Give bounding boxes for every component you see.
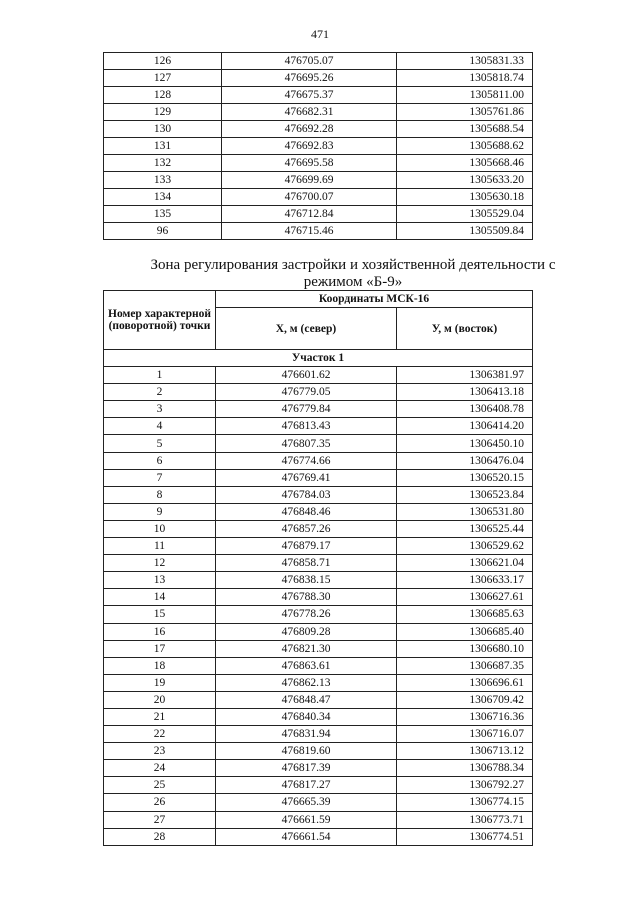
point-number-cell: 7 <box>104 469 216 486</box>
x-coordinate-cell: 476817.27 <box>216 777 397 794</box>
point-number-cell: 27 <box>104 811 216 828</box>
x-coordinate-cell: 476769.41 <box>216 469 397 486</box>
x-coordinate-cell: 476699.69 <box>222 172 397 189</box>
section-row <box>104 350 533 367</box>
x-coordinate-cell: 476863.61 <box>216 657 397 674</box>
header-y: У, м (восток) <box>397 308 533 350</box>
point-number-cell: 19 <box>104 674 216 691</box>
coordinates-table-header <box>104 291 533 350</box>
x-coordinate-cell: 476788.30 <box>216 589 397 606</box>
x-coordinate-cell: 476682.31 <box>222 104 397 121</box>
table-row <box>104 486 533 503</box>
y-coordinate-cell: 1306529.62 <box>397 538 533 555</box>
point-number-cell: 10 <box>104 520 216 537</box>
point-number-cell: 129 <box>104 104 222 121</box>
y-coordinate-cell: 1306716.36 <box>397 708 533 725</box>
x-coordinate-cell: 476705.07 <box>222 53 397 70</box>
y-coordinate-cell: 1306788.34 <box>397 760 533 777</box>
table-row <box>104 469 533 486</box>
table-row <box>104 172 533 189</box>
x-coordinate-cell: 476817.39 <box>216 760 397 777</box>
point-number-cell: 25 <box>104 777 216 794</box>
y-coordinate-cell: 1306413.18 <box>397 384 533 401</box>
point-number-cell: 26 <box>104 794 216 811</box>
y-coordinate-cell: 1306685.40 <box>397 623 533 640</box>
y-coordinate-cell: 1305668.46 <box>397 155 533 172</box>
point-number-cell: 4 <box>104 418 216 435</box>
y-coordinate-cell: 1306408.78 <box>397 401 533 418</box>
point-number-cell: 135 <box>104 206 222 223</box>
point-number-cell: 11 <box>104 538 216 555</box>
point-number-cell: 12 <box>104 555 216 572</box>
point-number-cell: 1 <box>104 367 216 384</box>
y-coordinate-cell: 1305688.62 <box>397 138 533 155</box>
table-row <box>104 401 533 418</box>
x-coordinate-cell: 476809.28 <box>216 623 397 640</box>
y-coordinate-cell: 1306773.71 <box>397 811 533 828</box>
y-coordinate-cell: 1306716.07 <box>397 726 533 743</box>
table-row <box>104 674 533 691</box>
x-coordinate-cell: 476715.46 <box>222 223 397 240</box>
point-number-cell: 3 <box>104 401 216 418</box>
x-coordinate-cell: 476819.60 <box>216 743 397 760</box>
x-coordinate-cell: 476695.26 <box>222 70 397 87</box>
y-coordinate-cell: 1305529.04 <box>397 206 533 223</box>
table-row <box>104 503 533 520</box>
x-coordinate-cell: 476848.47 <box>216 691 397 708</box>
point-number-cell: 24 <box>104 760 216 777</box>
y-coordinate-cell: 1306685.63 <box>397 606 533 623</box>
table-row <box>104 708 533 725</box>
x-coordinate-cell: 476692.83 <box>222 138 397 155</box>
point-number-cell: 127 <box>104 70 222 87</box>
x-coordinate-cell: 476807.35 <box>216 435 397 452</box>
point-number-cell: 16 <box>104 623 216 640</box>
x-coordinate-cell: 476779.05 <box>216 384 397 401</box>
point-number-cell: 6 <box>104 452 216 469</box>
point-number-cell: 13 <box>104 572 216 589</box>
table-row <box>104 572 533 589</box>
table-row <box>104 138 533 155</box>
zone-title-line-2: режимом «Б-9» <box>303 274 403 290</box>
y-coordinate-cell: 1306680.10 <box>397 640 533 657</box>
table-row <box>104 640 533 657</box>
header-x: Х, м (север) <box>216 308 397 350</box>
y-coordinate-cell: 1305818.74 <box>397 70 533 87</box>
y-coordinate-cell: 1306709.42 <box>397 691 533 708</box>
point-number-cell: 20 <box>104 691 216 708</box>
y-coordinate-cell: 1306792.27 <box>397 777 533 794</box>
x-coordinate-cell: 476840.34 <box>216 708 397 725</box>
x-coordinate-cell: 476675.37 <box>222 87 397 104</box>
x-coordinate-cell: 476712.84 <box>222 206 397 223</box>
table-row <box>104 70 533 87</box>
continuation-table <box>103 52 533 240</box>
y-coordinate-cell: 1306525.44 <box>397 520 533 537</box>
y-coordinate-cell: 1305811.00 <box>397 87 533 104</box>
x-coordinate-cell: 476857.26 <box>216 520 397 537</box>
table-row <box>104 384 533 401</box>
x-coordinate-cell: 476784.03 <box>216 486 397 503</box>
table-row <box>104 223 533 240</box>
x-coordinate-cell: 476813.43 <box>216 418 397 435</box>
y-coordinate-cell: 1306476.04 <box>397 452 533 469</box>
table-row <box>104 691 533 708</box>
table-row <box>104 555 533 572</box>
y-coordinate-cell: 1306621.04 <box>397 555 533 572</box>
table-row <box>104 726 533 743</box>
x-coordinate-cell: 476778.26 <box>216 606 397 623</box>
y-coordinate-cell: 1305633.20 <box>397 172 533 189</box>
x-coordinate-cell: 476700.07 <box>222 189 397 206</box>
header-coordinates: Координаты МСК-16 <box>216 291 533 308</box>
x-coordinate-cell: 476838.15 <box>216 572 397 589</box>
table-row <box>104 104 533 121</box>
y-coordinate-cell: 1305761.86 <box>397 104 533 121</box>
point-number-cell: 18 <box>104 657 216 674</box>
x-coordinate-cell: 476848.46 <box>216 503 397 520</box>
table-row <box>104 743 533 760</box>
x-coordinate-cell: 476858.71 <box>216 555 397 572</box>
x-coordinate-cell: 476661.54 <box>216 828 397 845</box>
table-row <box>104 206 533 223</box>
x-coordinate-cell: 476601.62 <box>216 367 397 384</box>
y-coordinate-cell: 1306523.84 <box>397 486 533 503</box>
table-row <box>104 657 533 674</box>
x-coordinate-cell: 476695.58 <box>222 155 397 172</box>
y-coordinate-cell: 1305509.84 <box>397 223 533 240</box>
point-number-cell: 28 <box>104 828 216 845</box>
table-row <box>104 189 533 206</box>
y-coordinate-cell: 1306520.15 <box>397 469 533 486</box>
header-point-number: Номер характерной (поворотной) точки <box>104 291 216 350</box>
x-coordinate-cell: 476665.39 <box>216 794 397 811</box>
x-coordinate-cell: 476779.84 <box>216 401 397 418</box>
x-coordinate-cell: 476661.59 <box>216 811 397 828</box>
y-coordinate-cell: 1306414.20 <box>397 418 533 435</box>
point-number-cell: 17 <box>104 640 216 657</box>
table-row <box>104 452 533 469</box>
table-row <box>104 794 533 811</box>
y-coordinate-cell: 1306627.61 <box>397 589 533 606</box>
table-row <box>104 87 533 104</box>
table-row <box>104 435 533 452</box>
section-label: Участок 1 <box>104 350 533 367</box>
point-number-cell: 21 <box>104 708 216 725</box>
x-coordinate-cell: 476831.94 <box>216 726 397 743</box>
x-coordinate-cell: 476692.28 <box>222 121 397 138</box>
continuation-table-body <box>104 53 533 240</box>
coordinates-table <box>103 290 533 846</box>
y-coordinate-cell: 1306774.15 <box>397 794 533 811</box>
y-coordinate-cell: 1305688.54 <box>397 121 533 138</box>
point-number-cell: 134 <box>104 189 222 206</box>
table-row <box>104 121 533 138</box>
point-number-cell: 133 <box>104 172 222 189</box>
y-coordinate-cell: 1306633.17 <box>397 572 533 589</box>
x-coordinate-cell: 476821.30 <box>216 640 397 657</box>
table-row <box>104 760 533 777</box>
table-row <box>104 777 533 794</box>
y-coordinate-cell: 1305630.18 <box>397 189 533 206</box>
y-coordinate-cell: 1306531.80 <box>397 503 533 520</box>
table-row <box>104 367 533 384</box>
x-coordinate-cell: 476774.66 <box>216 452 397 469</box>
point-number-cell: 14 <box>104 589 216 606</box>
table-row <box>104 589 533 606</box>
y-coordinate-cell: 1306774.51 <box>397 828 533 845</box>
x-coordinate-cell: 476879.17 <box>216 538 397 555</box>
point-number-cell: 22 <box>104 726 216 743</box>
point-number-cell: 15 <box>104 606 216 623</box>
point-number-cell: 131 <box>104 138 222 155</box>
table-row <box>104 155 533 172</box>
point-number-cell: 128 <box>104 87 222 104</box>
zone-title <box>103 257 603 291</box>
table-row <box>104 828 533 845</box>
coordinates-table-body <box>104 350 533 846</box>
page-number: 471 <box>311 27 329 41</box>
point-number-cell: 132 <box>104 155 222 172</box>
y-coordinate-cell: 1306713.12 <box>397 743 533 760</box>
table-row <box>104 538 533 555</box>
point-number-cell: 2 <box>104 384 216 401</box>
point-number-cell: 9 <box>104 503 216 520</box>
zone-title-line-1: Зона регулирования застройки и хозяйственной деятельности с <box>150 257 556 273</box>
point-number-cell: 5 <box>104 435 216 452</box>
y-coordinate-cell: 1306687.35 <box>397 657 533 674</box>
table-row <box>104 606 533 623</box>
y-coordinate-cell: 1306381.97 <box>397 367 533 384</box>
x-coordinate-cell: 476862.13 <box>216 674 397 691</box>
y-coordinate-cell: 1306450.10 <box>397 435 533 452</box>
point-number-cell: 8 <box>104 486 216 503</box>
point-number-cell: 23 <box>104 743 216 760</box>
point-number-cell: 96 <box>104 223 222 240</box>
table-row <box>104 623 533 640</box>
table-row <box>104 53 533 70</box>
y-coordinate-cell: 1305831.33 <box>397 53 533 70</box>
y-coordinate-cell: 1306696.61 <box>397 674 533 691</box>
table-row <box>104 811 533 828</box>
table-row <box>104 418 533 435</box>
table-row <box>104 520 533 537</box>
point-number-cell: 126 <box>104 53 222 70</box>
point-number-cell: 130 <box>104 121 222 138</box>
